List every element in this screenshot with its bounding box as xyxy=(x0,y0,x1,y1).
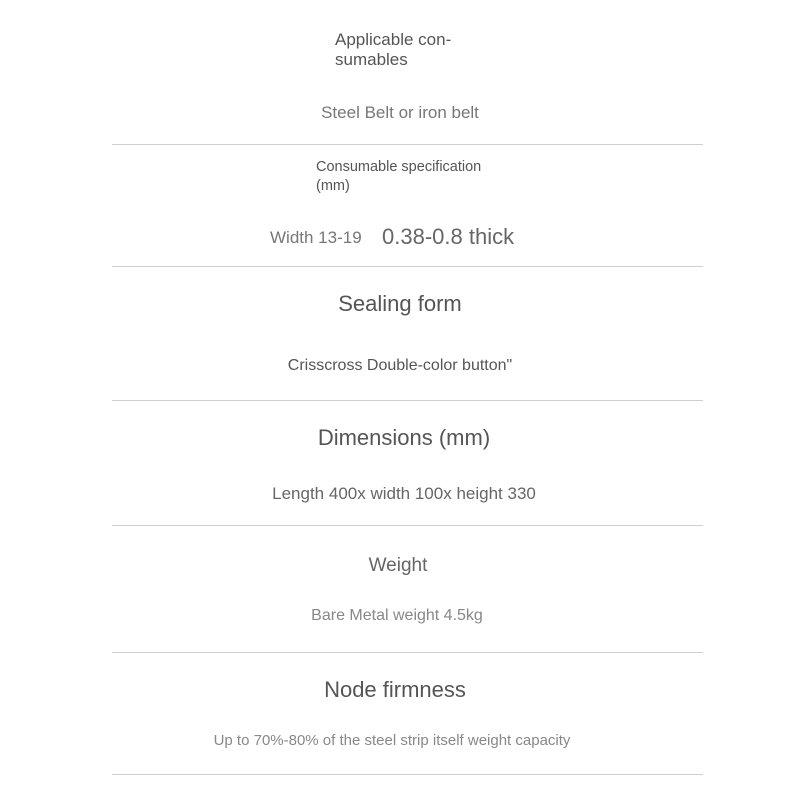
spec-value-weight: Bare Metal weight 4.5kg xyxy=(311,607,483,624)
divider xyxy=(112,144,703,145)
divider xyxy=(112,400,703,401)
spec-value-consumables: Steel Belt or iron belt xyxy=(321,103,479,122)
divider xyxy=(112,652,703,653)
spec-value-thickness: 0.38-0.8 thick xyxy=(382,224,515,249)
spec-label-sealing-form: Sealing form xyxy=(338,291,462,316)
spec-value-node-firmness: Up to 70%-80% of the steel strip itself weight capacity xyxy=(213,732,571,749)
spec-label-node-firmness: Node firmness xyxy=(324,677,466,702)
divider xyxy=(112,525,703,526)
spec-label-consumable-specification: Consumable specification (mm) xyxy=(316,159,482,194)
spec-label-dimensions: Dimensions (mm) xyxy=(317,425,491,450)
divider xyxy=(112,266,703,267)
spec-label-weight: Weight xyxy=(368,555,428,576)
spec-label-consumables: Applicable con- sumables xyxy=(335,30,452,69)
spec-value-sealing-form: Crisscross Double-color button" xyxy=(287,357,513,374)
spec-value-width: Width 13-19 xyxy=(270,228,362,247)
spec-value-dimensions: Length 400x width 100x height 330 xyxy=(272,484,536,503)
divider xyxy=(112,774,703,775)
